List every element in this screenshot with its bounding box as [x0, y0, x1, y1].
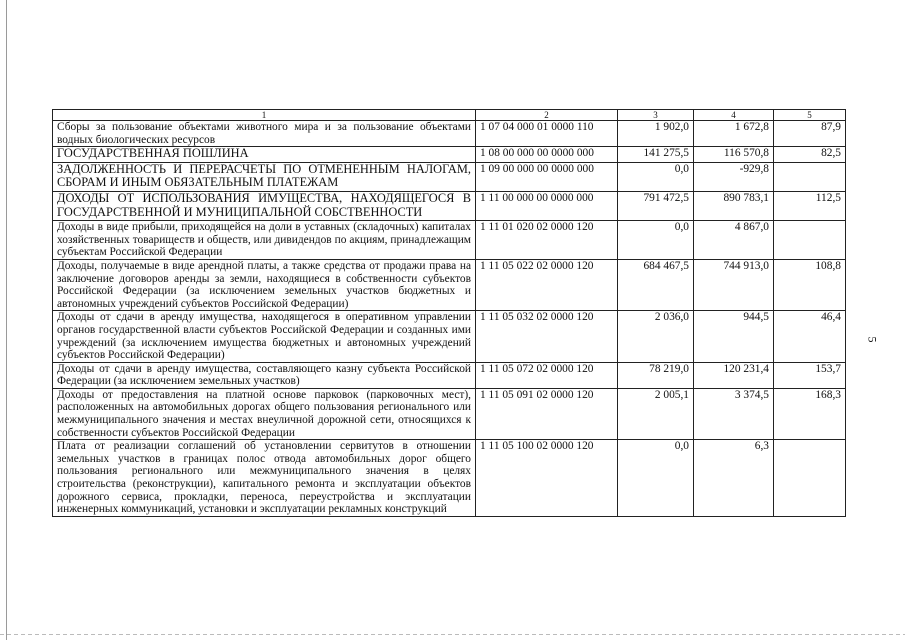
- table-row: [53, 440, 846, 517]
- row-name: Доходы от сдачи в аренду имущества, находящегося в оперативном управлении органов государственной власти субъектов Российской Федерации и созданных ими учреждений (за исключением имущества бюджетных и автономных учреждений субъектов Российской Федерации): [53, 311, 476, 362]
- row-percent-col5: 82,5: [774, 147, 846, 163]
- row-value-col3: 1 902,0: [618, 121, 694, 147]
- row-value-col3: 2 036,0: [618, 311, 694, 362]
- row-percent-col5: [774, 162, 846, 191]
- row-budget-code: 1 11 05 032 02 0000 120: [476, 311, 618, 362]
- table-row: [53, 147, 846, 163]
- revenue-table: [52, 109, 846, 517]
- page-edge-left: [6, 0, 7, 640]
- row-percent-col5: 153,7: [774, 362, 846, 388]
- table-row: [53, 162, 846, 191]
- row-budget-code: 1 11 05 091 02 0000 120: [476, 388, 618, 439]
- row-budget-code: 1 11 01 020 02 0000 120: [476, 221, 618, 260]
- table-header-row: [53, 110, 846, 121]
- row-value-col3: 684 467,5: [618, 259, 694, 310]
- row-percent-col5: 112,5: [774, 191, 846, 220]
- row-value-col4: 116 570,8: [694, 147, 774, 163]
- row-value-col4: 744 913,0: [694, 259, 774, 310]
- page-edge-bottom: [0, 634, 905, 635]
- row-percent-col5: [774, 221, 846, 260]
- table-row: [53, 311, 846, 362]
- row-name: Доходы в виде прибыли, приходящейся на доли в уставных (складочных) капиталах хозяйственных товариществ и обществ, или дивидендов по акциям, принадлежащим субъектам Российской Федерации: [53, 221, 476, 260]
- row-percent-col5: 87,9: [774, 121, 846, 147]
- row-value-col3: 2 005,1: [618, 388, 694, 439]
- row-value-col4: 120 231,4: [694, 362, 774, 388]
- row-percent-col5: 46,4: [774, 311, 846, 362]
- row-value-col4: 1 672,8: [694, 121, 774, 147]
- row-budget-code: 1 11 05 100 02 0000 120: [476, 440, 618, 517]
- table-row: [53, 121, 846, 147]
- row-value-col4: 6,3: [694, 440, 774, 517]
- row-budget-code: 1 11 00 000 00 0000 000: [476, 191, 618, 220]
- table-row: [53, 388, 846, 439]
- row-value-col4: 4 867,0: [694, 221, 774, 260]
- row-value-col3: 0,0: [618, 162, 694, 191]
- row-budget-code: 1 11 05 022 02 0000 120: [476, 259, 618, 310]
- table-row: [53, 362, 846, 388]
- row-budget-code: 1 11 05 072 02 0000 120: [476, 362, 618, 388]
- row-budget-code: 1 09 00 000 00 0000 000: [476, 162, 618, 191]
- row-name: Сборы за пользование объектами животного мира и за пользование объектами водных биологических ресурсов: [53, 121, 476, 147]
- row-value-col3: 0,0: [618, 221, 694, 260]
- row-value-col4: 3 374,5: [694, 388, 774, 439]
- header-col-3: 3: [618, 110, 694, 121]
- row-percent-col5: [774, 440, 846, 517]
- row-name: ДОХОДЫ ОТ ИСПОЛЬЗОВАНИЯ ИМУЩЕСТВА, НАХОДЯЩЕГОСЯ В ГОСУДАРСТВЕННОЙ И МУНИЦИПАЛЬНОЙ СОБСТВЕННОСТИ: [53, 191, 476, 220]
- table-body: [53, 121, 846, 517]
- header-col-5: 5: [774, 110, 846, 121]
- row-budget-code: 1 08 00 000 00 0000 000: [476, 147, 618, 163]
- row-value-col3: 78 219,0: [618, 362, 694, 388]
- row-percent-col5: 108,8: [774, 259, 846, 310]
- row-name: Доходы от сдачи в аренду имущества, составляющего казну субъекта Российской Федерации (за исключением земельных участков): [53, 362, 476, 388]
- table-row: [53, 221, 846, 260]
- table-row: [53, 191, 846, 220]
- row-value-col3: 141 275,5: [618, 147, 694, 163]
- row-value-col4: 944,5: [694, 311, 774, 362]
- row-value-col4: -929,8: [694, 162, 774, 191]
- header-col-4: 4: [694, 110, 774, 121]
- header-col-1: 1: [53, 110, 476, 121]
- side-page-number: 5: [865, 336, 880, 343]
- row-name: ГОСУДАРСТВЕННАЯ ПОШЛИНА: [53, 147, 476, 163]
- row-name: Доходы, получаемые в виде арендной платы, а также средства от продажи права на заключение договоров аренды за земли, находящиеся в собственности субъектов Российской Федерации (за исключением земельных участков бюджетных и автономных учреждений субъектов Российской Федерации): [53, 259, 476, 310]
- row-value-col3: 0,0: [618, 440, 694, 517]
- row-value-col3: 791 472,5: [618, 191, 694, 220]
- row-value-col4: 890 783,1: [694, 191, 774, 220]
- row-name: Плата от реализации соглашений об установлении сервитутов в отношении земельных участков в границах полос отвода автомобильных дорог общего пользования регионального или межмуниципального значения в целях строительства (реконструкции), капитального ремонта и эксплуатации объектов дорожного сервиса, прокладки, переноса, переустройства и эксплуатации инженерных коммуникаций, установки и эксплуатации рекламных конструкций: [53, 440, 476, 517]
- row-name: ЗАДОЛЖЕННОСТЬ И ПЕРЕРАСЧЕТЫ ПО ОТМЕНЕННЫМ НАЛОГАМ, СБОРАМ И ИНЫМ ОБЯЗАТЕЛЬНЫМ ПЛАТЕЖАМ: [53, 162, 476, 191]
- table-row: [53, 259, 846, 310]
- row-name: Доходы от предоставления на платной основе парковок (парковочных мест), расположенных на автомобильных дорогах общего пользования регионального или межмуниципального значения и местах внеуличной дорожной сети, относящихся к собственности субъектов Российской Федерации: [53, 388, 476, 439]
- row-percent-col5: 168,3: [774, 388, 846, 439]
- header-col-2: 2: [476, 110, 618, 121]
- row-budget-code: 1 07 04 000 01 0000 110: [476, 121, 618, 147]
